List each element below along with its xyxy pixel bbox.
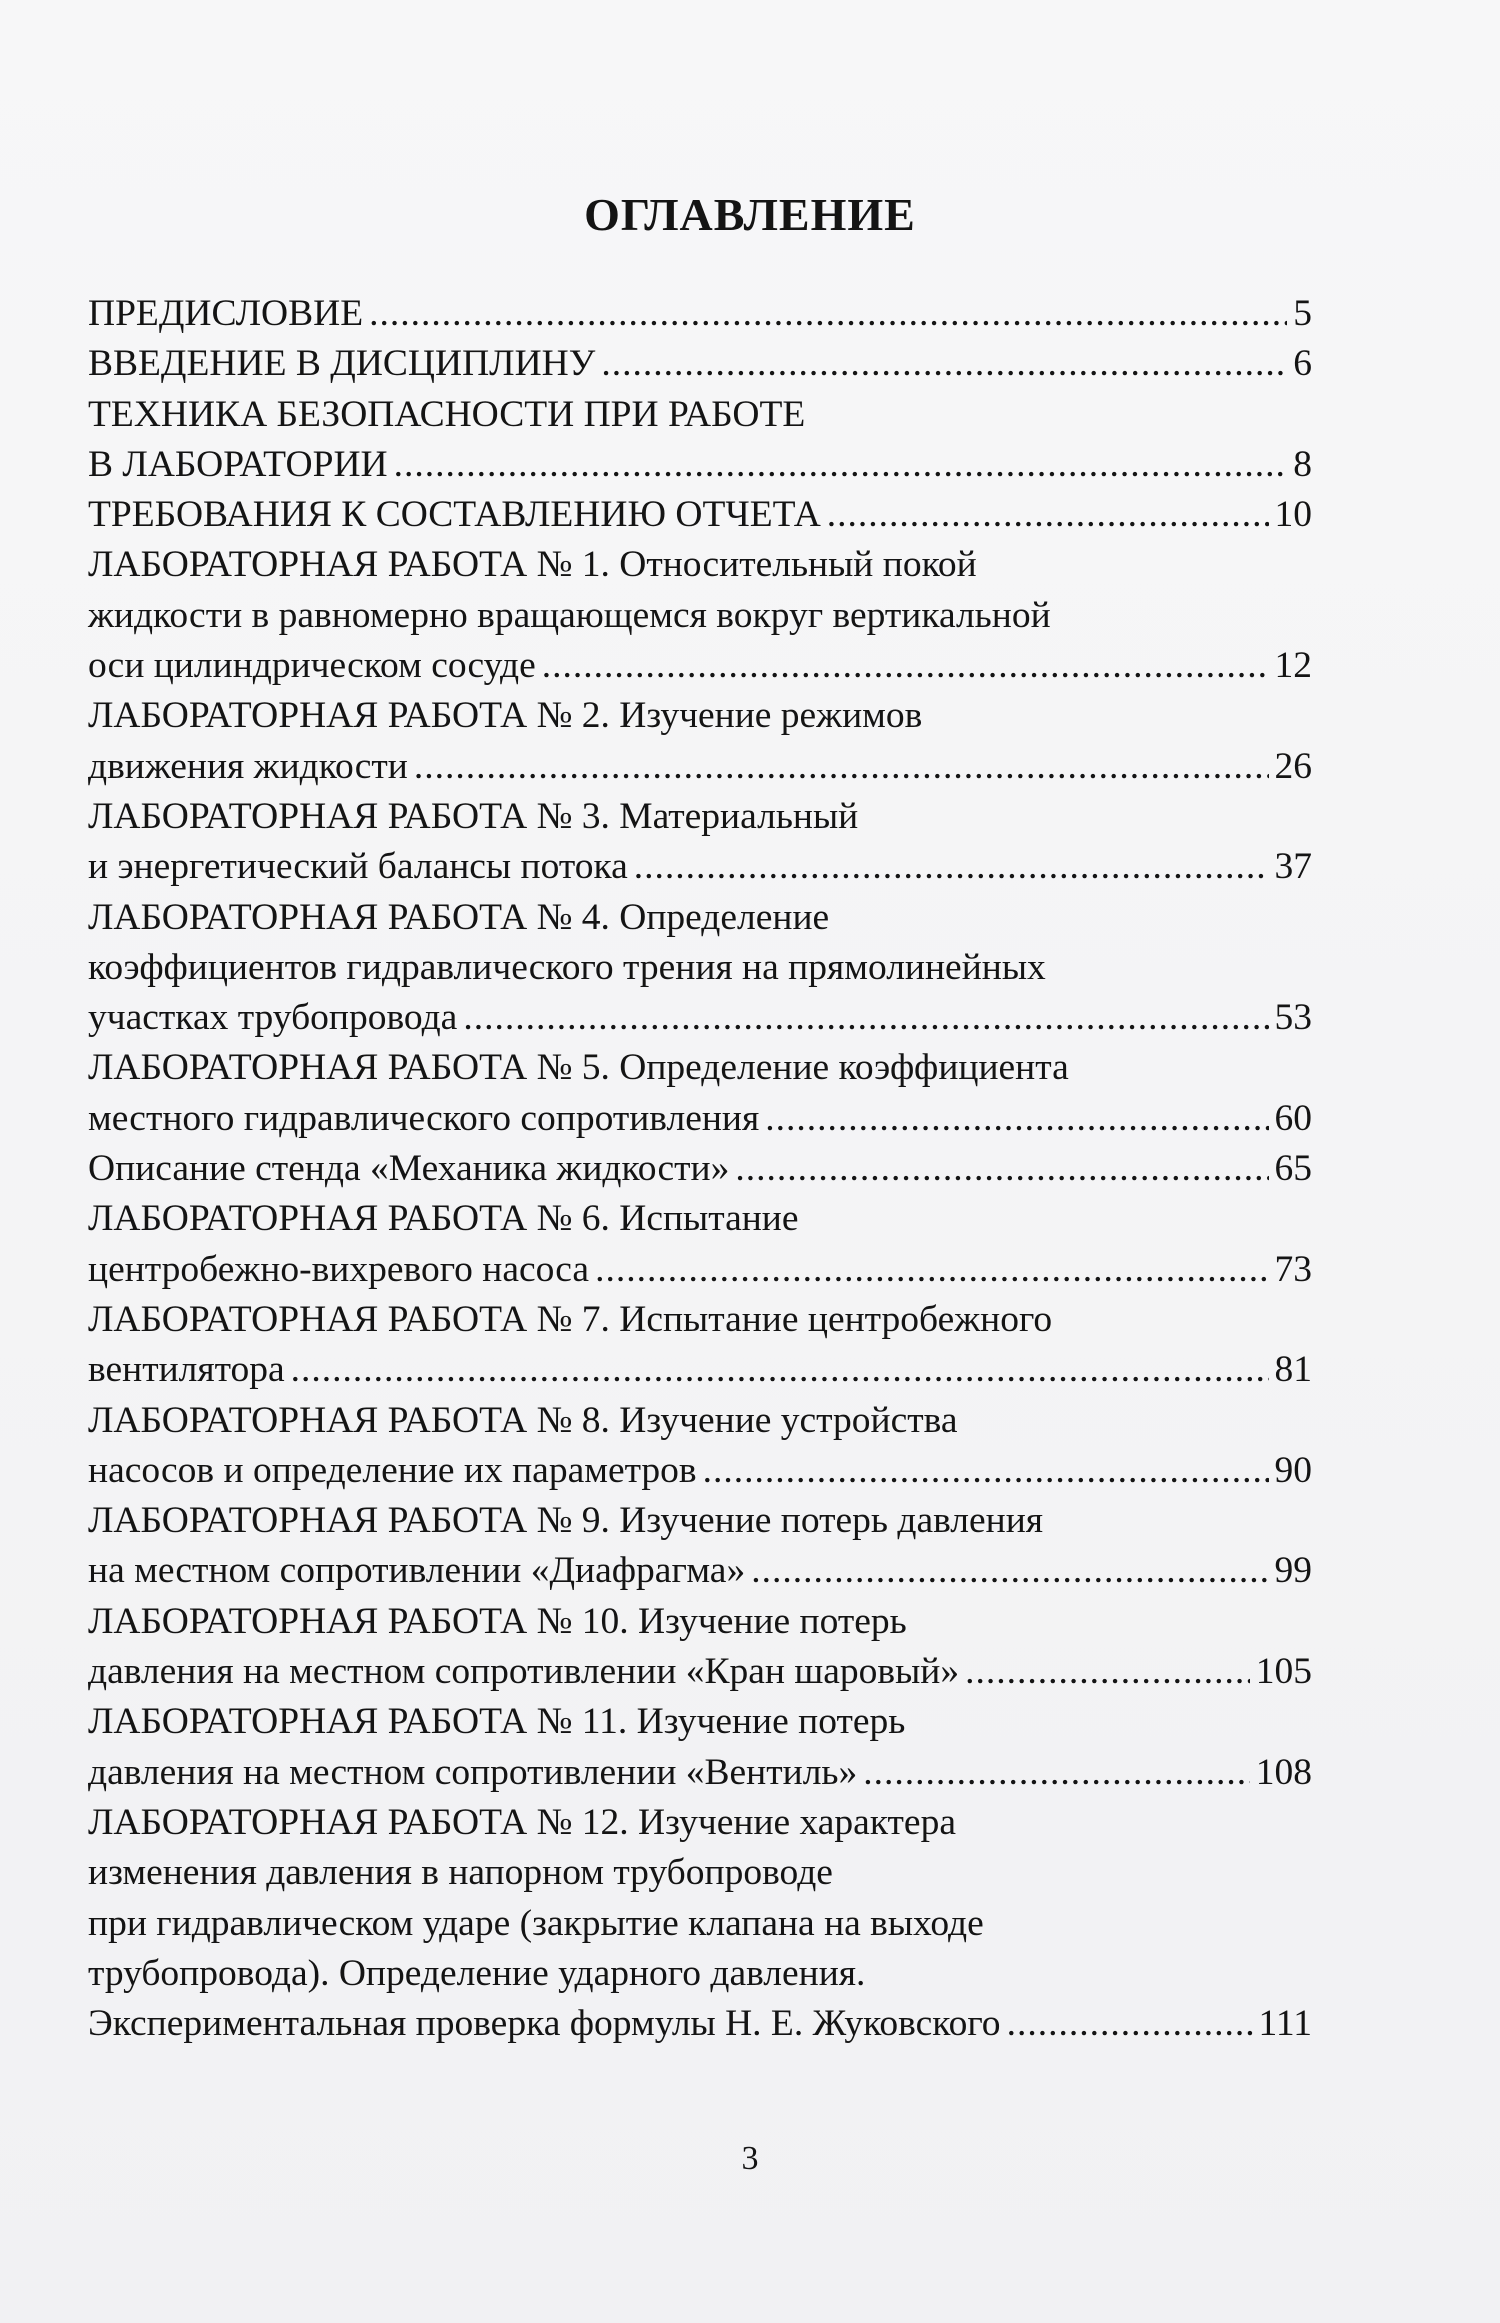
dot-leader bbox=[827, 490, 1269, 540]
toc-entry[interactable] bbox=[88, 691, 1312, 792]
page-title: ОГЛАВЛЕНИЕ bbox=[584, 189, 916, 240]
toc-entry-last-line bbox=[88, 1345, 1312, 1395]
toc-entry-line: ЛАБОРАТОРНАЯ РАБОТА № 10. Изучение потерь bbox=[88, 1600, 907, 1642]
toc-entry-line: ЛАБОРАТОРНАЯ РАБОТА № 11. Изучение потерь bbox=[88, 1701, 906, 1743]
toc-entry-last-line bbox=[88, 1144, 1312, 1194]
toc-entry[interactable] bbox=[88, 792, 1312, 893]
toc-entry-last-line bbox=[88, 1748, 1312, 1798]
toc-entry-text: местного гидравлического сопротивления bbox=[88, 1097, 760, 1139]
toc-page-number: 81 bbox=[1274, 1349, 1312, 1391]
toc-entry-line: ЛАБОРАТОРНАЯ РАБОТА № 5. Определение коэффициента bbox=[88, 1047, 1069, 1089]
toc-entry[interactable] bbox=[88, 1697, 1312, 1798]
toc-page-number: 111 bbox=[1258, 2003, 1312, 2045]
toc-entry[interactable] bbox=[88, 1295, 1312, 1396]
toc-entry-text: центробежно-вихревого насоса bbox=[88, 1248, 590, 1290]
toc-entry-line: ЛАБОРАТОРНАЯ РАБОТА № 3. Материальный bbox=[88, 795, 859, 837]
toc-page-number: 6 bbox=[1293, 343, 1312, 385]
toc-entry[interactable] bbox=[88, 893, 1312, 1044]
toc-page-number: 26 bbox=[1274, 745, 1312, 787]
dot-leader bbox=[595, 1245, 1268, 1295]
dot-leader bbox=[1007, 1999, 1253, 2049]
dot-leader bbox=[414, 742, 1269, 792]
toc-entry[interactable] bbox=[88, 289, 1312, 339]
toc-entry[interactable] bbox=[88, 1144, 1312, 1194]
toc-entry-last-line bbox=[88, 1546, 1312, 1596]
dot-leader bbox=[542, 641, 1269, 691]
toc-entry-text: и энергетический балансы потока bbox=[88, 846, 628, 888]
dot-leader bbox=[291, 1345, 1269, 1395]
dot-leader bbox=[765, 1094, 1268, 1144]
toc-entry-line: ЛАБОРАТОРНАЯ РАБОТА № 12. Изучение характера bbox=[88, 1801, 956, 1843]
toc-entry[interactable] bbox=[88, 1396, 1312, 1497]
toc-entry-last-line bbox=[88, 1245, 1312, 1295]
toc-page-number: 90 bbox=[1274, 1449, 1312, 1491]
dot-leader bbox=[369, 289, 1287, 339]
toc-entry-text: на местном сопротивлении «Диафрагма» bbox=[88, 1550, 746, 1592]
toc-entry-last-line bbox=[88, 440, 1312, 490]
table-of-contents bbox=[88, 289, 1312, 2049]
dot-leader bbox=[394, 440, 1288, 490]
toc-entry-last-line bbox=[88, 289, 1312, 339]
toc-entry-line: ЛАБОРАТОРНАЯ РАБОТА № 8. Изучение устройства bbox=[88, 1399, 958, 1441]
toc-entry-text: ПРЕДИСЛОВИЕ bbox=[88, 293, 364, 334]
toc-entry-text: давления на местном сопротивлении «Вентиль» bbox=[88, 1751, 858, 1793]
toc-entry-text: ВВЕДЕНИЕ В ДИСЦИПЛИНУ bbox=[88, 343, 596, 385]
toc-entry[interactable] bbox=[88, 339, 1312, 389]
dot-leader bbox=[735, 1144, 1268, 1194]
dot-leader bbox=[751, 1546, 1268, 1596]
toc-entry-text: Описание стенда «Механика жидкости» bbox=[88, 1148, 730, 1190]
toc-entry-line: ЛАБОРАТОРНАЯ РАБОТА № 9. Изучение потерь давления bbox=[88, 1500, 1044, 1542]
toc-page-number: 37 bbox=[1274, 846, 1312, 888]
toc-page-number: 10 bbox=[1274, 494, 1312, 536]
toc-entry-line: ЛАБОРАТОРНАЯ РАБОТА № 1. Относительный покой bbox=[88, 544, 977, 586]
dot-leader bbox=[601, 339, 1287, 389]
toc-page-number: 65 bbox=[1274, 1148, 1312, 1190]
toc-entry-last-line bbox=[88, 993, 1312, 1043]
toc-entry-text: Экспериментальная проверка формулы Н. Е. Жуковского bbox=[88, 2003, 1001, 2045]
toc-entry-last-line bbox=[88, 339, 1312, 389]
toc-entry-line: ЛАБОРАТОРНАЯ РАБОТА № 6. Испытание bbox=[88, 1198, 799, 1240]
toc-page-number: 99 bbox=[1274, 1550, 1312, 1592]
toc-entry-line: жидкости в равномерно вращающемся вокруг вертикальной bbox=[88, 594, 1051, 636]
toc-entry-line: ЛАБОРАТОРНАЯ РАБОТА № 7. Испытание центробежного bbox=[88, 1298, 1053, 1340]
toc-entry[interactable] bbox=[88, 490, 1312, 540]
toc-entry[interactable] bbox=[88, 1597, 1312, 1698]
toc-entry-text: давления на местном сопротивлении «Кран шаровый» bbox=[88, 1651, 960, 1693]
toc-entry-last-line bbox=[88, 1647, 1312, 1697]
dot-leader bbox=[463, 993, 1268, 1043]
toc-entry-line: ТЕХНИКА БЕЗОПАСНОСТИ ПРИ РАБОТЕ bbox=[88, 393, 806, 435]
toc-entry-text: оси цилиндрическом сосуде bbox=[88, 645, 536, 687]
toc-entry[interactable] bbox=[88, 1496, 1312, 1597]
toc-entry-last-line bbox=[88, 1999, 1312, 2049]
toc-entry-text: вентилятора bbox=[88, 1349, 285, 1391]
toc-entry-text: В ЛАБОРАТОРИИ bbox=[88, 443, 388, 485]
toc-entry-last-line bbox=[88, 1446, 1312, 1496]
toc-entry-last-line bbox=[88, 1094, 1312, 1144]
dot-leader bbox=[703, 1446, 1269, 1496]
toc-entry[interactable] bbox=[88, 1194, 1312, 1295]
toc-page-number: 5 bbox=[1293, 293, 1312, 334]
dot-leader bbox=[863, 1748, 1249, 1798]
toc-entry-last-line bbox=[88, 742, 1312, 792]
toc-page-number: 53 bbox=[1274, 997, 1312, 1039]
toc-page-number: 8 bbox=[1293, 443, 1312, 485]
toc-entry-text: насосов и определение их параметров bbox=[88, 1449, 697, 1491]
toc-entry-line: ЛАБОРАТОРНАЯ РАБОТА № 2. Изучение режимов bbox=[88, 695, 923, 737]
toc-page-number: 60 bbox=[1274, 1097, 1312, 1139]
toc-page-number: 12 bbox=[1274, 645, 1312, 687]
toc-entry-line: изменения давления в напорном трубопроводе bbox=[88, 1852, 833, 1894]
toc-entry-line: коэффициентов гидравлического трения на прямолинейных bbox=[88, 946, 1046, 988]
dot-leader bbox=[634, 842, 1269, 892]
toc-entry-last-line bbox=[88, 641, 1312, 691]
toc-entry-line: при гидравлическом ударе (закрытие клапана на выходе bbox=[88, 1902, 984, 1944]
dot-leader bbox=[965, 1647, 1250, 1697]
toc-entry[interactable] bbox=[88, 1043, 1312, 1144]
toc-entry[interactable] bbox=[88, 390, 1312, 491]
toc-entry-last-line bbox=[88, 490, 1312, 540]
page-number: 3 bbox=[741, 2140, 759, 2177]
toc-page-number: 108 bbox=[1255, 1751, 1312, 1793]
toc-page-number: 105 bbox=[1255, 1651, 1312, 1693]
toc-entry[interactable] bbox=[88, 1798, 1312, 2049]
toc-entry[interactable] bbox=[88, 540, 1312, 691]
toc-entry-last-line bbox=[88, 842, 1312, 892]
toc-entry-text: участках трубопровода bbox=[88, 997, 458, 1039]
toc-entry-line: ЛАБОРАТОРНАЯ РАБОТА № 4. Определение bbox=[88, 896, 830, 938]
toc-entry-line: трубопровода). Определение ударного давления. bbox=[88, 1952, 866, 1994]
toc-page-number: 73 bbox=[1274, 1248, 1312, 1290]
toc-entry-text: ТРЕБОВАНИЯ К СОСТАВЛЕНИЮ ОТЧЕТА bbox=[88, 494, 821, 536]
toc-entry-text: движения жидкости bbox=[88, 745, 408, 787]
